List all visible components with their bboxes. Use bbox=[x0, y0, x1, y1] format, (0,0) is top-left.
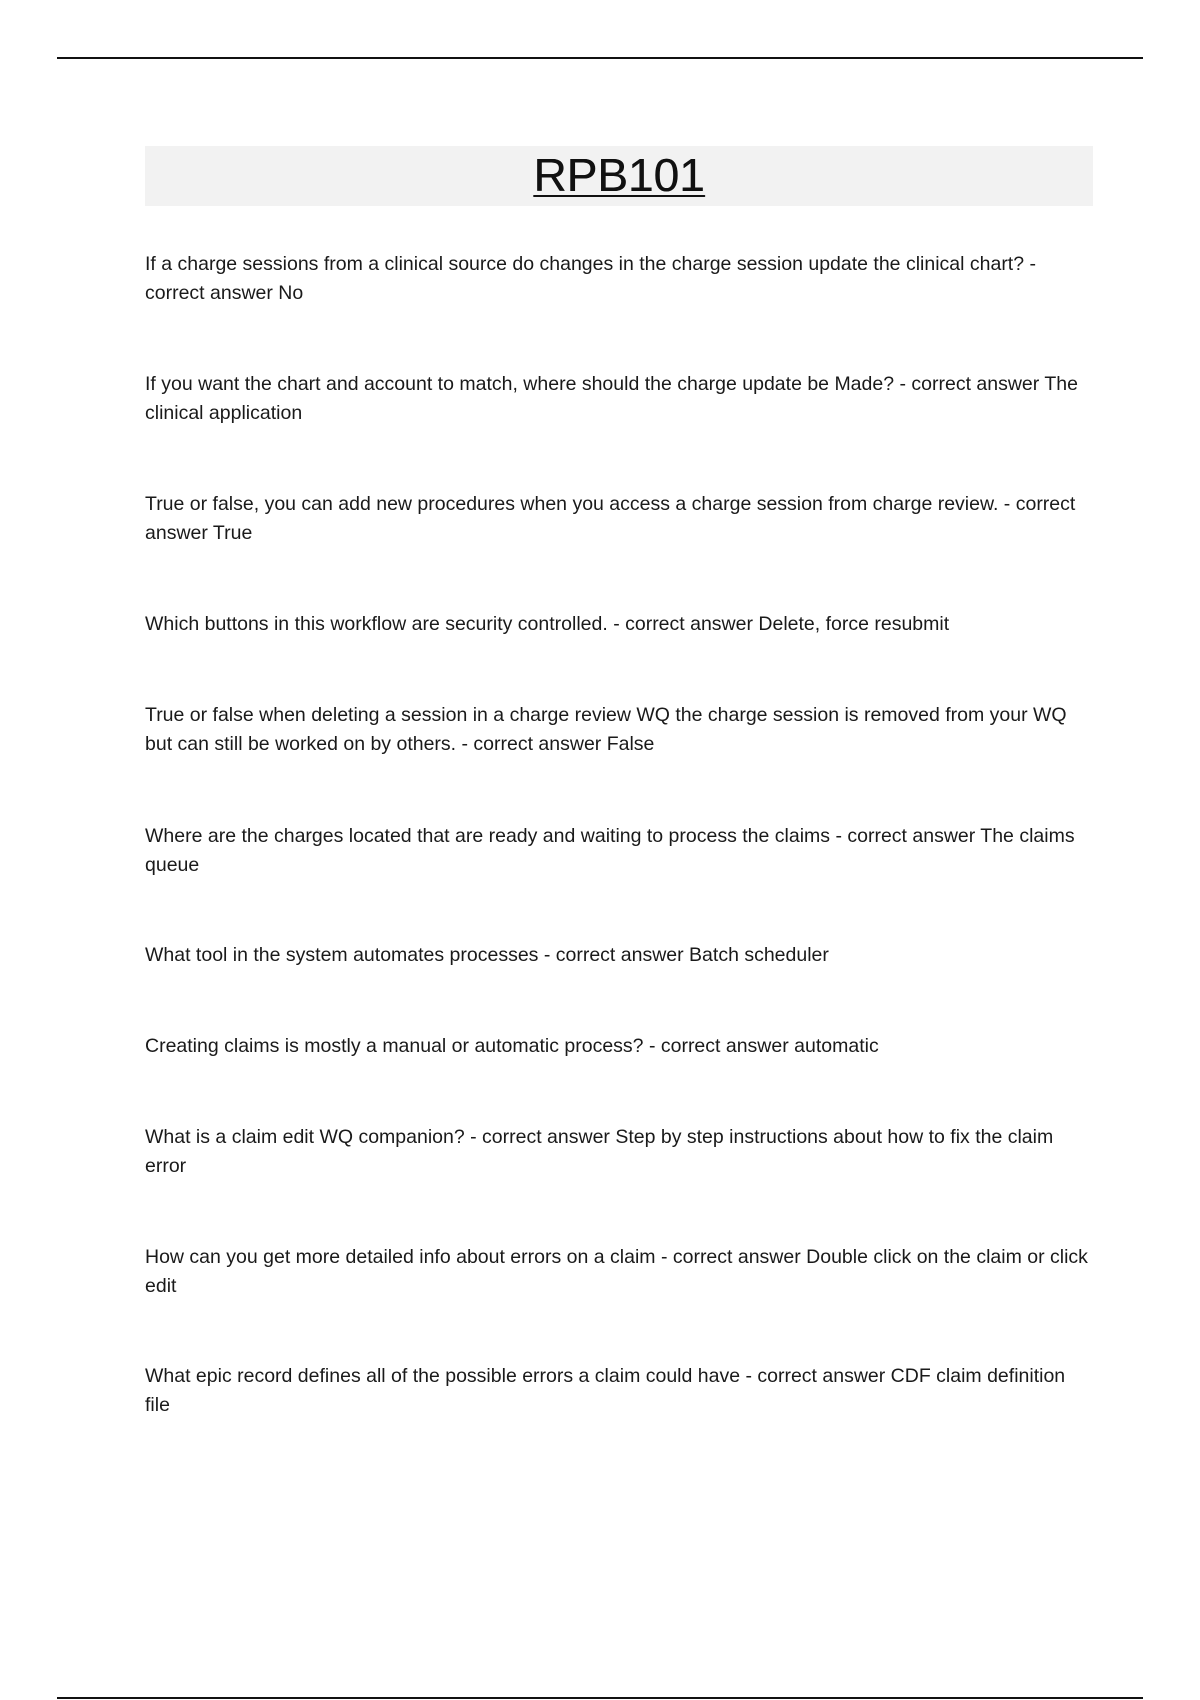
qa-entry: If a charge sessions from a clinical source do changes in the charge session update the clinical chart? - correct answer No bbox=[145, 253, 1036, 304]
qa-entry: Which buttons in this workflow are security controlled. - correct answer Delete, force resubmit bbox=[145, 613, 950, 635]
qa-entry: True or false, you can add new procedures when you access a charge session from charge review. - correct answer True bbox=[145, 493, 1076, 544]
page-title: RPB101 bbox=[533, 149, 705, 201]
qa-entry: True or false when deleting a session in a charge review WQ the charge session is removed from your WQ but can still be worked on by others. - correct answer False bbox=[145, 704, 1067, 755]
top-rule bbox=[57, 57, 1143, 59]
title-band bbox=[145, 146, 1093, 206]
bottom-rule bbox=[57, 1697, 1143, 1699]
qa-entry: Creating claims is mostly a manual or automatic process? - correct answer automatic bbox=[145, 1035, 879, 1057]
qa-entry: What is a claim edit WQ companion? - correct answer Step by step instructions about how to fix the claim error bbox=[145, 1126, 1054, 1177]
qa-entry: How can you get more detailed info about errors on a claim - correct answer Double click on the claim or click edit bbox=[145, 1246, 1088, 1297]
qa-entry: What tool in the system automates processes - correct answer Batch scheduler bbox=[145, 944, 829, 966]
qa-entry: Where are the charges located that are ready and waiting to process the claims - correct answer The claims queue bbox=[145, 825, 1075, 876]
qa-entry: What epic record defines all of the possible errors a claim could have - correct answer CDF claim definition file bbox=[145, 1365, 1066, 1416]
qa-entry: If you want the chart and account to match, where should the charge update be Made? - correct answer The clinical application bbox=[145, 373, 1078, 424]
